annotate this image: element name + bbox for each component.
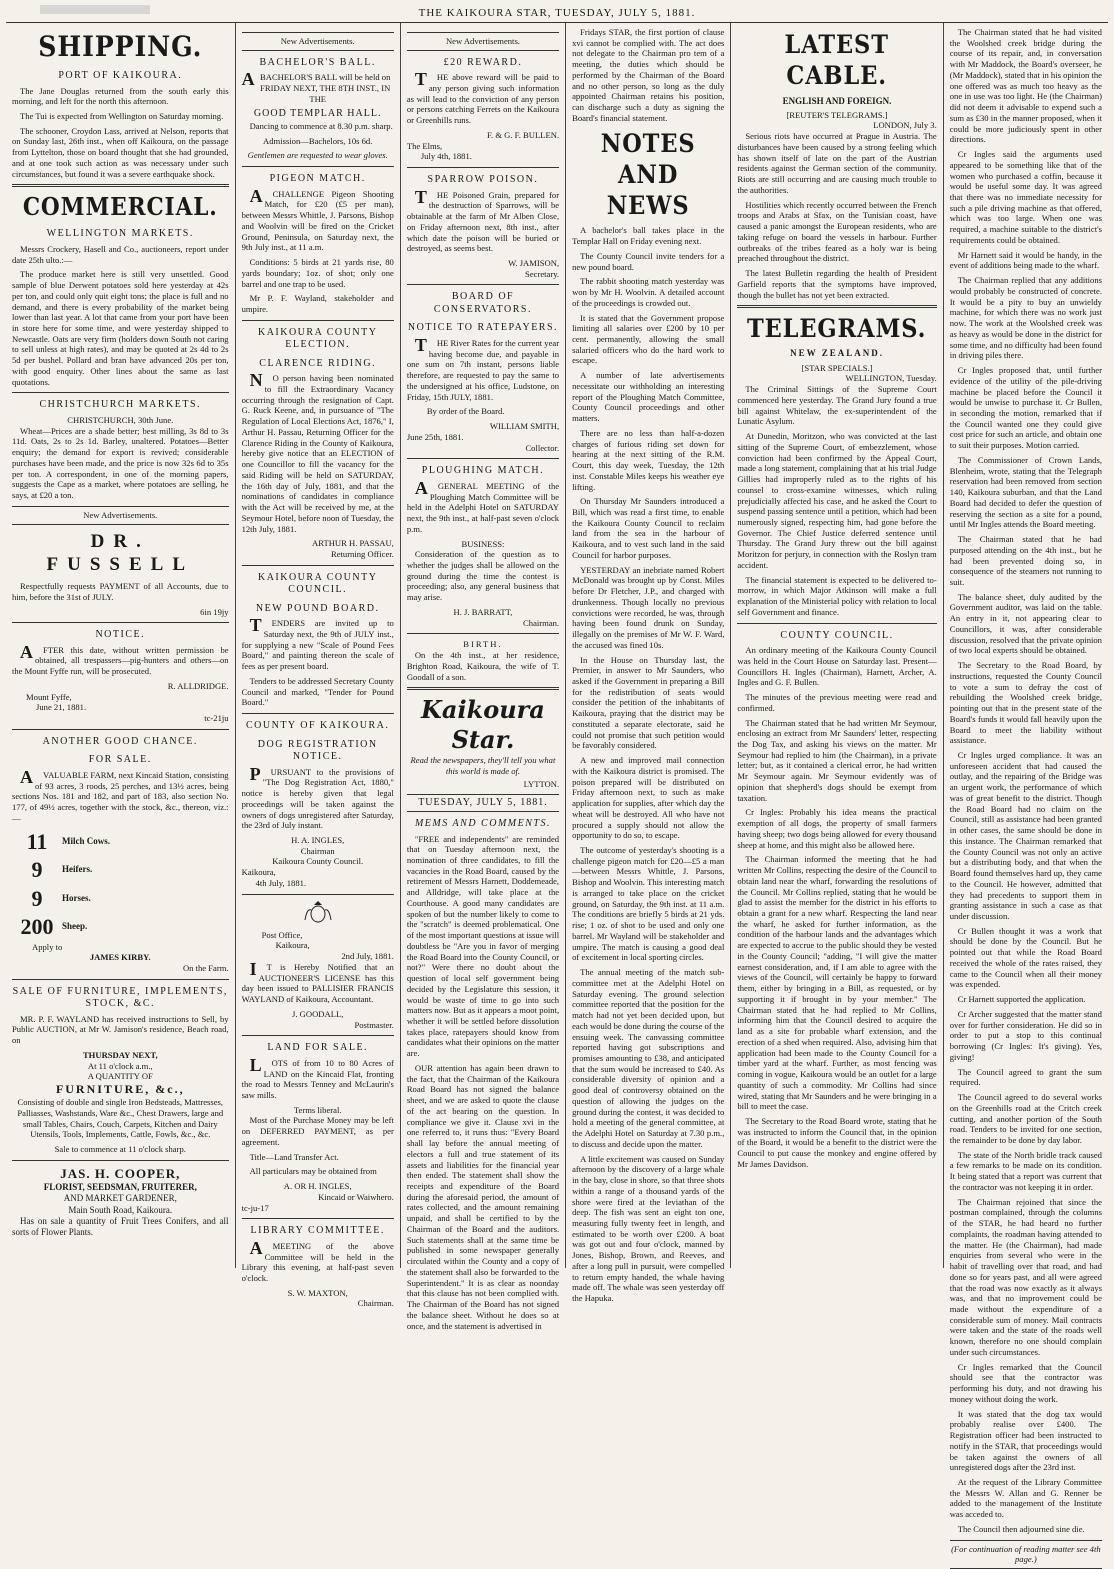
market-item: Wheat—Prices are a shade better; best milling, 3s 8d to 3s 11d. Oats, 2s to 2s 1d. Barley, unaltered. Potatoes—Better enquiry; the demand for export is revived; considerable purchases have been made, and the price is now 32s 6d to 35s per ton. A correspondent, in one of the morning papers, suggests the Cape as a market, where potatoes are selling, he says, at £20 a ton. [12,425,229,501]
furniture-sale-heading: SALE OF FURNITURE, IMPLEMENTS, STOCK, &C. [12,985,228,1010]
council-item: The Chairman stated that he had visited the Woolshed creek bridge during the course of its repair, and, in conversation with Mr Maddock, the Board's overseer, he (Mr Maddock), stated that in his opinion the one offered was as much too heavy as the one in use was too light. He (the Chairman) did not deem it advisable to expend such a sum as £30 in the manner proposed, when it could be more judiciously spent in other directions. [949,27,1102,145]
cooper-name: JAS. H. COOPER, [60,1165,181,1181]
news-item: The annual meeting of the match sub-committee met at the Adelphi Hotel on Saturday evening. The ground selection committee reported that the position for the match had not yet been decided upon, but each would be done during the course of the ensuing week. The canvassing committee reported having got subscriptions and promises amounting to £38, and anticipated that the sum would be increased to £40. As considerable diversity of opinion and a good deal of controversy obtained on the question of allowing the judges on the ground during the contest, it was decided to hold a meeting of the general committee, at the Adelphi Hotel on Saturday at 7.30 p.m., to discuss and decide upon the matter. [572,967,725,1149]
column-6 [944,23,1108,1565]
shipping-heading: SHIPPING. [38,30,203,63]
mems-paragraph: OUR attention has again been drawn to the fact, that the Chairman of the Kaikoura Road Board has not signed the balance sheet, and we are asked to quote the clause of the act bearing on the question. In compliance we give it. Clause xvi in the one referred to, it runs thus: "Every Board shall lay before the annual meeting of electors a full and true statement of its assets and liabilities for the financial year then ended. The statement shall show the receipts and expenditure of the Board during the aforesaid period, the amount of rates collected, and the amount remaining unpaid, and shall be certified to by the Chairman of the Board and the auditors. Such statements shall at the same time be published in some newspaper generally circulated within the County and a copy of the statement shall also be forwarded to the Superintendent." It is as clear as noonday that this clause has not been complied with. The Chairman of the Board has not signed the balance sheet. Without he does so at once, and the statement is advertised in [406,1062,560,1331]
land-code: tc-ju-17 [241,1202,269,1213]
issue-date: TUESDAY, JULY 5, 1881. [407,794,559,813]
christchurch-dateline: CHRISTCHURCH, 30th June. [67,414,174,425]
fussell-code: 6in 19jy [200,606,229,617]
cable-item: Hostilities which recently occurred between the French troops and Arabs at Sfax, on the Tunisian coast, have caused a panic amongst the European residents, who are taking refuge on board the vessels in harbour. Further outbreaks of the tribes feared as a holy war is being preached throughout the district. [737,199,937,264]
pigeon-conditions: Conditions: 5 birds at 21 yards rise, 80 yards boundary; 1oz. of shot; only one barrel and one trap to be used. [241,257,394,289]
ploughing-heading: PLOUGHING MATCH. [421,465,545,477]
columns [6,23,1108,1565]
english-foreign-heading: ENGLISH AND FOREIGN. [782,95,892,106]
council-item: It was stated that the dog tax would probably realise over £400. The Registration officer had been instructed to notify in the STAR, that proceedings would be taken against the owners of all unregistered dogs after the 23rd inst. [949,1408,1102,1473]
ball-gloves: Gentlemen are requested to wear gloves. [247,150,388,161]
news-item: On Thursday Mr Saunders introduced a Bill, which was read a first time, to enable the Kaikoura County Council to reclaim land from the sea in the harbour of Kaikoura, and to vest such land in the said Council for harbor purposes. [572,496,725,560]
for-sale-text: AVALUABLE FARM, next Kincaid Station, consisting of 93 acres, 3 roods, 25 perches, and 13½ acres, being sections Nos. 181 and 182, and part of 183, also section No. 177, of 49½ acres, together with the stock, &c., thereon, viz.:— [12,766,229,823]
sale-day: THURSDAY NEXT, [82,1049,158,1060]
shipping-item: The Tui is expected from Wellington on Saturday morning. [20,110,224,121]
news-item: A number of late advertisements necessitate our withholding an interesting report of the Ploughing Match Committee, County Council proceedings and other matters. [572,370,725,424]
land-terms: Terms liberal. [293,1104,342,1115]
new-advertisements-heading: New Advertisements. [407,32,559,51]
council-item: Cr Archer suggested that the matter stand over for further consideration. He did so in order to put a stop to this continual borrowing (Cr Ingles: It's giving). Yes, giving! [949,1008,1102,1062]
post-signature: J. GOODALL, [292,1008,344,1019]
wayland-text: MR. P. F. WAYLAND has received instructions to Sell, by Public AUCTION, at Mr W. Jamison's residence, Beach road, on [12,1013,229,1046]
land-heading: LAND FOR SALE. [267,1042,369,1054]
council-item: Cr Ingles proposed that, until further evidence of the utility of the pile-driving machine be placed before the Council it would be unwise to purchase it. Cr Bullen, in seconding the motion, remarked that if the Council wanted one they could give cost price for such an article, and obtain one to suit their purposes. Motion carried. [949,365,1102,451]
cable-item: The latest Bulletin regarding the health of President Garfield reports that the symptoms have improved, though the bullet has not yet been extracted. [737,268,937,300]
county-council-heading: COUNTY COUNCIL. [780,629,894,641]
pound-board-heading: NEW POUND BOARD. [255,602,380,614]
rates-order: By order of the Board. [426,406,505,417]
furniture-detail: Consisting of double and single Iron Bedsteads, Mattresses, Palliasses, Washstands, Ware &c., Chest Drawers, large and small Tables, Chairs, Couch, Carpets, Kitchen and Dairy Utensils, Tools, Implements, Cattle, Fowls, &c., &c. [17,1097,224,1140]
london-dateline: LONDON, July 3. [873,120,937,131]
dog-text: PURSUANT to the provisions of "The Dog Registration Act, 1880," notice is hereby given that legal proceedings will be taken against the owners of dogs unregistered after Saturday, the 23rd of July instant. [241,763,394,831]
land-particulars: All particulars may be obtained from [249,1166,377,1177]
council-item: At the request of the Library Committee the Messrs W. Allan and G. Renner be added to the management of the Institute was acceded to. [949,1477,1102,1520]
mems-heading: MEMS AND COMMENTS. [414,818,551,830]
ratepayers-heading: NOTICE TO RATEPAYERS. [407,322,559,334]
post-date: 2nd July, 1881. [341,951,394,962]
sparrow-signature: W. JAMISON, [508,258,560,269]
library-text: AMEETING of the above Committee will be held in the Library this evening, at half-past seven o'clock. [241,1237,394,1284]
council-item: An ordinary meeting of the Kaikoura County Council was held in the Court House on Saturday last. Present—Councillors H. Ingles (Chairman), Harnett, Archer, A. Ingles and G. F. Bullen. [737,645,937,688]
council-item: The Commissioner of Crown Lands, Blenheim, wrote, stating that the Telegraph reservation had been removed from section 140, Kaikoura suburban, and that the Land Board had decided to defer the question of reserving the section as a site for a pound, until Mr Ingles attends the Board meeting. [949,454,1102,530]
news-item: In the House on Thursday last, the Premier, in answer to Mr Saunders, who asked if the Government in preparing a Bill for the redistribution of seats would consider the petition of the inhabitants of Kaikoura, praying that the district may be constituted a separate electorate, said he could not promise that such petition would be favorably considered. [572,654,725,751]
pound-text: TENDERS are invited up to Saturday next, the 9th of JULY inst., for supplying a new "Scale of Pound Fees Board," and painting thereon the scale of fees as per present board. [241,615,394,672]
clarence-heading: CLARENCE RIDING. [259,357,377,369]
news-item: There are no less than half-a-dozen charges of furious riding set down for hearing at the next sitting of the R.M. Court, this day week, Tuesday, the 12th inst. Constable Miles keeps his weather eye lifting. [572,427,725,492]
ploughing-text: AGENERAL MEETING of the Ploughing Match Committee will be held in the Adelphi Hotel on SATURDAY next, the 9th inst., at half-past seven o'clock p.m. [406,477,560,534]
library-signature: S. W. MAXTON, [287,1287,348,1298]
news-item: A new and improved mail connection with the Kaikoura district is promised. The poison prepared will be distributed on Friday afternoon next, to such as make application for supplies, after which day the wheat will be destroyed. All who have not procured a supply should not allow the opportunity to do so, to escape. [572,755,725,841]
news-item: It is stated that the Government propose limiting all salaries over £200 by 10 per cent. permanently, allowing the small salaried officers who do the hard work to escape. [572,312,725,366]
sale-commence: Sale to commence at 11 o'clock sharp. [54,1144,186,1155]
notice-code: tc-21ju [204,713,229,724]
notes-news-heading: NOTES AND NEWS [600,128,696,221]
election-text: NO person having been nominated to fill the Extraordinary Vacancy occurring through the resignation of Capt. G. Ruck Keene, and, in pursuance of "The Regulation of Local Elections Act, 1876," I, Arthur H. Passau, Returning Officer for the Clarence Riding in the County of Kaikoura, hereby give notice that an ELECTION of one Councillor to fill the vacancy for the said Riding will be held on SATURDAY, the 16th day of July, 1881, and that the nominations of candidates in compliance with the Act will be received by me, at the Seymour Hotel, before noon of Tuesday, the 12th July, 1881. [241,370,394,534]
cooper-trade: FLORIST, SEEDSMAN, FRUITERER, [43,1182,197,1193]
column-1 [6,23,236,1268]
birth-heading: BIRTH. [463,639,503,650]
quantity-label: A QUANTITY OF [87,1071,153,1082]
shipping-item: The Jane Douglas returned from the south early this morning, and left for the north this afternoon. [12,85,229,107]
county-heading: COUNTY OF KAIKOURA. [245,720,390,732]
council-item: Cr Bullen thought it was a work that should be done by the Council. But he pointed out that while the Road Board received the whole of the rates raised, they came to the Council when all their money was expended. [949,925,1102,990]
land-text: LOTS of from 10 to 80 Acres of LAND on the Kincaid Flat, fronting the road to Messrs Tenney and McLaurin's saw mills. [241,1054,394,1100]
stock-item: 11 Milch Cows. [26,828,110,854]
council-heading: KAIKOURA COUNTY COUNCIL. [257,571,378,596]
rates-role: Collector. [525,442,560,453]
business-label: BUSINESS: [461,538,505,549]
rates-signature: WILLIAM SMITH, [489,421,560,432]
land-title: Title—Land Transfer Act. [249,1151,339,1162]
telegram-item: The Criminal Sittings of the Supreme Court commenced here yesterday. The Grand Jury found a true bill against Whitelaw, the ex-superintendent of the Lunatic Asylum. [737,384,937,427]
new-zealand-heading: NEW ZEALAND. [790,348,884,359]
land-signature-2: Kincaid or Waiwhero. [318,1191,394,1202]
stock-item: 9 Horses. [31,885,91,911]
commercial-heading: COMMERCIAL. [22,192,218,222]
cooper-and: AND MARKET GARDENER, [63,1193,177,1204]
sparrow-role: Secretary. [525,268,560,279]
newspaper-flag: Kaikoura Star. [421,695,545,755]
sparrow-text: THE Poisoned Grain, prepared for the destruction of Sparrows, will be obtainable at the farm of Mr Alben Close, on Friday afternoon next, 8th inst., after which date the poison will be buried or destroyed, as seems best. [406,186,560,254]
cooper-address: Main South Road, Kaikoura. [68,1204,173,1215]
dog-place: Kaikoura, [241,867,276,878]
election-heading: KAIKOURA COUNTY ELECTION. [257,326,378,351]
pigeon-signature: Mr P. F. Wayland, stakeholder and umpire. [241,293,394,314]
council-item: The Council agreed to do several works on the Greenhills road at the Critch creek cutting, and another portion of the South road. Tenders to be invited for one section, the remainder to be done by day labor. [949,1092,1102,1145]
christchurch-markets-heading: CHRISTCHURCH MARKETS. [39,399,202,411]
reward-date: July 4th, 1881. [420,151,472,162]
election-role: Returning Officer. [330,548,394,559]
ploughing-signature: H. J. BARRATT, [453,606,513,617]
shipping-item: The schooner, Croydon Lass, arrived at Nelson, reports that on Sunday last, 26th inst., when off Kaikoura, on the passage from Lyttelton, those on board thought that she had grounded, and at one took such action as was necessary under such circumstances, but found it was a severe earthquake shock. [12,125,229,179]
ball-heading: BACHELOR'S BALL. [259,56,376,68]
mems-continued: Fridays STAR, the first portion of clause xvi cannot be complied with. The act does not delegate to the Chairman pro tem of a meeting, the duties which should be performed by the Chairman of the Board and no other person, so long as the duly appointed Chairman retains his position, can discharge such a duty as signing the Board's financial statement. [572,27,725,123]
post-text: IT is Hereby Notified that an AUCTIONEER'S LICENSE has this day been issued to PALLISIER FRANCIS WAYLAND of Kaikoura, Accountant. [241,958,394,1005]
news-item: A bachelor's ball takes place in the Templar Hall on Friday evening next. [572,225,725,247]
council-item: The Secretary to the Road Board wrote, stating that he was instructed to inform the Council that, in the opinion of the Board, it would be a benefit to the district were the Council to put cause the monkey and engine offered by Mr James Davidson. [737,1115,937,1169]
royal-crest-icon [301,900,335,926]
notice-heading: NOTICE. [95,629,146,641]
dog-role-2: Kaikoura County Council. [272,856,364,867]
council-item: The Secretary to the Road Board, by instructions, requested the County Council to vote a sum to defray the cost of rebuilding the Woolshed creek bridge, pointing out that in the present state of the Board's funds it would fall heavily upon the Board to meet the liability without assistance. [949,660,1102,746]
pigeon-text: ACHALLENGE Pigeon Shooting Match, for £20 (£5 per man), between Messrs Whittle, J. Parsons, Bishop and Woolvin will be fired on the Cricket Ground, Peninsula, on Saturday next, the 9th July inst., at 11 a.m. [241,185,394,253]
library-role: Chairman. [357,1298,394,1309]
council-item: Cr Harnett supported the application. [957,994,1086,1005]
council-item: Mr Harnett said it would be handy, in the event of additions being made to the wharf. [949,249,1102,271]
market-item: Messrs Crockery, Hasell and Co., auctioneers, report under date 25th ulto.:— [12,243,229,265]
wellington-markets-heading: WELLINGTON MARKETS. [46,228,194,240]
stock-item: 200 Sheep. [20,914,88,940]
council-item: Cr Ingles urged compliance. It was an unforeseen accident that had caused the outlay, and the repairing of the Bridge was an urgent work, the performance of which was of great benefit to the district. Though the Road Board had no claim on the Council, still as assistance had been granted in other cases, the same should be done in this instance. The Chairman remarked that the County Council was not only an active but a distributing body, and that when the Board found themselves hard up, they came to the Council. He however, admitted that they had precedents to support them in granting assistance in such a case as that under discussion. [949,750,1102,922]
port-heading: PORT OF KAIKOURA. [58,70,183,81]
council-item: The Council then adjourned sine die. [957,1523,1085,1534]
library-stamp [40,5,150,14]
post-place: Kaikoura, [275,940,310,951]
sparrow-heading: SPARROW POISON. [427,174,539,186]
post-role: Postmaster. [354,1019,394,1030]
fussell-heading: DR. FUSSELL [46,530,195,576]
column-2 [236,23,401,1309]
notice-signature: R. ALLDRIDGE. [167,680,229,691]
ball-hall: GOOD TEMPLAR HALL. [253,108,382,120]
kirby-farm: On the Farm. [182,963,229,974]
notice-place: Mount Fyffe, [26,691,72,702]
ploughing-business: Consideration of the question as to whether the judges shall be allowed on the ground during the time the contest is proceeding; also, any general business that may arise. [406,549,560,603]
market-item: The produce market here is still very unsettled. Good sample of blue Derwent potatoes sold here yesterday at 42s per ton, and could only quit eight tons; the place is full and no demand, and there is every probability of the market being lower than last year. A lot that came from your port have been in store here for some time, and were yesterday shipped to Newcastle. Oats are very firm (holders down South not caring to sell unless at high rates), and may be quoted at 2s 4d to 2s 5d per bushel. Pollard and bran have advanced 20s per ton, with good enquiry. Other lines about the same as last quotations. [12,269,229,387]
news-item: The rabbit shooting match yesterday was won by Mr H. Woolvin. A detailed account of the proceedings is crowded out. [572,276,725,308]
ball-time: Dancing to commence at 8.30 p.m. sharp. [249,120,393,131]
column-4 [566,23,731,1304]
telegrams-heading: TELEGRAMS. [747,314,927,344]
for-sale-heading: FOR SALE. [88,754,152,766]
rates-date: June 25th, 1881. [406,431,464,442]
council-item: The Council agreed to grant the sum required. [949,1066,1102,1088]
telegram-item: At Dunedin, Moritzon, who was convicted at the last sitting of the Supreme Court, of embezzlement, whose conviction had been confirmed by the Appeal Court, made a long statement, complaining that at his trial Judge Gillies had improperly ruled as to the rights of his counsel to cross-examine witnesses, which ruling prejudicially affected his case, and he asked the Court to suspend passing sentence until a petition, which had been numerously signed, respecting him, had gone before the Governor. The Chief Justice deferred sentence until Thursday. The Grand Jury threw out the bill against Moritzon for perjury, in connection with the Roslyn tram accident. [737,431,937,570]
ploughing-role: Chairman. [523,617,560,628]
stock-item: 9 Heifers. [31,857,93,883]
another-chance-heading: ANOTHER GOOD CHANCE. [42,735,198,747]
cable-item: Serious riots have occurred at Prague in Austria. The disturbances have been caused by a strong feeling which has shown itself of late on the part of the Austrian residents against the German section of the community. Riots are still occurring and are causing much trouble to the authorities. [737,131,937,195]
council-item: The state of the North bridle track caused a few remarks to be made on its condition. It being stated that a report was current that the contractor was not keeping it in order. [949,1149,1102,1192]
new-advertisements-heading: New Advertisements. [12,506,229,525]
council-item: The balance sheet, duly audited by the Government auditor, was laid on the table. An entry in it, not appearing clear to Councillors, it was, after considerable discussion, resolved that the private opinion of two local experts should be obtained. [949,591,1102,656]
post-office: Post Office, [261,929,303,940]
cooper-advert [12,1166,229,1239]
star-specials: [STAR SPECIALS.] [801,362,873,373]
pound-text-2: Tenders to be addressed Secretary County Council and marked, "Tender for Pound Board." [241,675,394,708]
conservators-heading: BOARD OF CONSERVATORS. [433,291,532,315]
council-item: The Chairman rejoined that since the postman complained, through the columns of the STAR, he had heard no further complaints, the roadman having attended to the matter. He (the Chairman), had made enquiries from several who were in the habit of travelling over that road, and had done so for years past, and all were agreed that the road was now exactly as it always was, and that no improvement could be made without the expenditure of a considerable sum of money. Mail contracts were taken and the state of the roads well known, therefore no one should complain under such circumstances. [949,1196,1102,1357]
reward-signature: F. & G. F. BULLEN. [486,129,560,140]
reward-heading: £20 REWARD. [443,56,523,68]
column-5 [731,23,943,1268]
dog-date: 4th July, 1881. [255,877,307,888]
reward-text: THE above reward will be paid to any person giving such information as will lead to the conviction of any person or persons catching Ferrets on the Kaikoura or Greenhills runs. [406,69,560,126]
birth-text: On the 4th inst., at her residence, Brighton Road, Kaikoura, the wife of T. Goodall of a son. [406,650,560,682]
pigeon-heading: PIGEON MATCH. [269,173,366,185]
dog-role: Chairman [300,845,335,856]
kirby-name: JAMES KIRBY. [89,952,151,963]
council-item: The Chairman stated that he had written Mr Seymour, enclosing an extract from Mr Saunders' letter, respecting the Dog Tax, and asking his views on the matter. Mr Seymour had replied to him (the Chairman), in a private letter; but, as it contained a clerical error, he had written Mr Seymour again. Mr Seymour evidently was of opinion that shepherd's dogs should be exempt from taxation. [737,717,937,803]
continuation-note: (For continuation of reading matter see 4th page.) [950,1540,1102,1569]
cooper-text: Has on sale a quantity of Fruit Trees Conifers, and all sorts of Flower Plants. [12,1215,229,1238]
sale-time: At 11 o'clock a.m., [87,1060,153,1071]
new-advertisements-heading: New Advertisements. [242,32,394,51]
land-signature: A. OR H. INGLES, [283,1181,352,1192]
newspaper-motto: Read the newspapers, they'll tell you what this world is made of. [410,755,556,777]
council-item: The Chairman stated that he had purposed attending on the 4th inst., but he had been prevented doing so, in consequence of the steamers not running to suit. [949,534,1102,587]
council-item: Cr Ingles said the arguments used appeared to be something like that of the women who purchased a coffin, because it would be useful some day. It was agreed that there was no immediate necessity for such a pile driving machine as that offered, which was too large. When one was required, a machine suitable to the district's requirements could be obtained. [949,149,1102,245]
election-signature: ARTHUR H. PASSAU, [312,538,394,549]
apply-to: Apply to [32,941,63,952]
council-item: The Chairman replied that any additions would probably be constructed of concrete. It would be a pity to buy an unwieldy machine, for which there was no work just now. The work at the Woolshed creek was as heavy as would be done in the district for some time, and no difficulty had been found in driving piles there. [949,275,1102,361]
dog-registration-heading: DOG REGISTRATION NOTICE. [257,738,378,763]
reward-place: The Elms, [406,140,443,151]
dog-signature: H. A. INGLES, [291,834,345,845]
council-item: Cr Ingles: Probably his idea means the practical exemption of all dogs, the property of small farmers having sheep; two dogs being allowed for every thousand sheep at home, and this might also be allowed here. [737,807,937,850]
notice-text: AFTER this date, without written permission be obtained, all trespassers—pig-hunters and others—on the Mount Fyffe run, will be prosecuted. [12,641,229,677]
furniture-label: FURNITURE, &c., [55,1082,185,1097]
telegram-item: The financial statement is expected to be delivered to-morrow, in which Major Atkinson will make a full explanation of the Ministerial policy with relation to local self Government and finance. [737,574,937,617]
rates-text: THE River Rates for the current year having become due, and payable in one sum on 7th instant, persons liable therefore, are requested to pay the same to the undersigned at his office, Ludstone, on Friday, 15th JULY, 1881. [406,334,560,402]
masthead [6,4,1108,23]
council-item: Cr Ingles remarked that the Council should see that the contractor was performing his duty, and not drawing his money without doing the work. [949,1361,1102,1404]
mems-paragraph: "FREE and independents" are reminded that on Tuesday afternoon next, the nomination of three candidates, to fill the vacancies in the Road Board, caused by the retirement of Messrs Harnett, Doddemeade, and Alldridge, will take place at the Courthouse. A good many candidates are spoken of but the number likely to come to the "scratch" is deemed problematical. One of the most important questions at issue will doubtless be "Are you in favor of merging the Road Board into the County Council, or not?" Were there no doubt about the question of local self government being decided by the Legislature this session, it would be waste of time to go into such matters now. But as it appears a moot point, whether it will be settled before dissolution takes place, ratepayers should know from candidates what their opinions on the matter are. [406,833,560,1059]
council-item: The minutes of the previous meeting were read and confirmed. [737,692,937,713]
news-item: The County Council invite tenders for a new pound board. [572,250,725,272]
news-item: YESTERDAY an inebriate named Robert McDonald was brought up by Const. Miles before Dr Fletcher, J.P., and charged with drunkenness. Though locally no previous convictions were recorded, he was, through having been found drunk on Sunday, illegally on the premises of Mr W. F. Ward, the accused was fined 10s. [572,564,725,650]
wellington-dateline: WELLINGTON, Tuesday. [845,373,937,384]
council-item: The Chairman informed the meeting that he had written Mr Collins, respecting the desire of the Council to obtain land near the wharf, forwarding the resolutions of the Council. Mr Collins replied, stating that he would be glad to assist the member for the district in his efforts to obtain a grant for a new wharf. Respecting the land near the wharf, he asked for further information, as the condition of the harbour lands and the advantages which are expected to accrue to the public should they be vested in the County Council; "adding, "I will give the matter earnest consideration, and, if I am able to agree with the views of the Council, will certainly be happy to forward them, either by bringing in a Bill, as requested, or by supporting it if brought in by your member." The Chairman stated that he had replied to Mr Collins, informing him that the Council desired to acquire the land as a site for probable wharf extension, and the erection of a shed when required. Also, advising him that application had been made to the County Council for a timber yard at the wharf. Further, as most fencing was coming in vogue, Kaikoura would be an outlet for a large quantity of such a commodity. Mr Collins had since wired, stating that Mr Saunders and he were bringing in a bill to meet the case. [737,854,937,1112]
land-text-2: Most of the Purchase Money may be left on DEFERRED PAYMENT, as per agreement. [241,1115,394,1147]
notice-date: June 21, 1881. [36,702,87,713]
news-item: The outcome of yesterday's shooting is a challenge pigeon match for £20—£5 a man—between Messrs Whittle, J. Parsons, Bishop and Woolvin. This interesting match is arranged to take place on the cricket ground, on Saturday, the 9th inst. at 11 a.m. The conditions are briefly 5 birds at 21 yds. rise; 1 oz. of shot to be used and only one barrel. Mr Wayland will be stakeholder and umpire. The match is causing a good deal of excitement in local sporting circles. [572,845,725,963]
fussell-text: Respectfully requests PAYMENT of all Accounts, due to him, before the 31st of JULY. [12,581,229,602]
ball-admission: Admission—Bachelors, 10s 6d. [263,135,373,146]
ball-text: ABACHELOR'S BALL will be held on FRIDAY NEXT, THE 8TH INST., IN THE [241,69,391,104]
column-3 [401,23,566,1331]
latest-cable-heading: LATEST CABLE. [784,30,890,91]
news-item: A little excitement was caused on Sunday afternoon by the discovery of a large whale in the bay, close in shore, so that three shots within a range of a thousand yards of the shore were fired at the leviathan of the deep. The fish was sent an eight ton one, measuring fully twenty feet in length, and estimated to be worth over £200. A boat was got out and four o'clock, manned by Jones, Bishop, Brown, and Reeves, and after a long pull in pursuit, were compelled to return empty handed, the whale having made off. The whale was seen yesterday off the Hapuka. [572,1153,725,1304]
masthead-title: THE KAIKOURA STAR, TUESDAY, JULY 5, 1881. [418,7,696,19]
motto-attribution: LYTTON. [523,778,560,789]
library-heading: LIBRARY COMMITTEE. [250,1225,385,1237]
reuter-heading: [REUTER'S TELEGRAMS.] [786,109,888,120]
